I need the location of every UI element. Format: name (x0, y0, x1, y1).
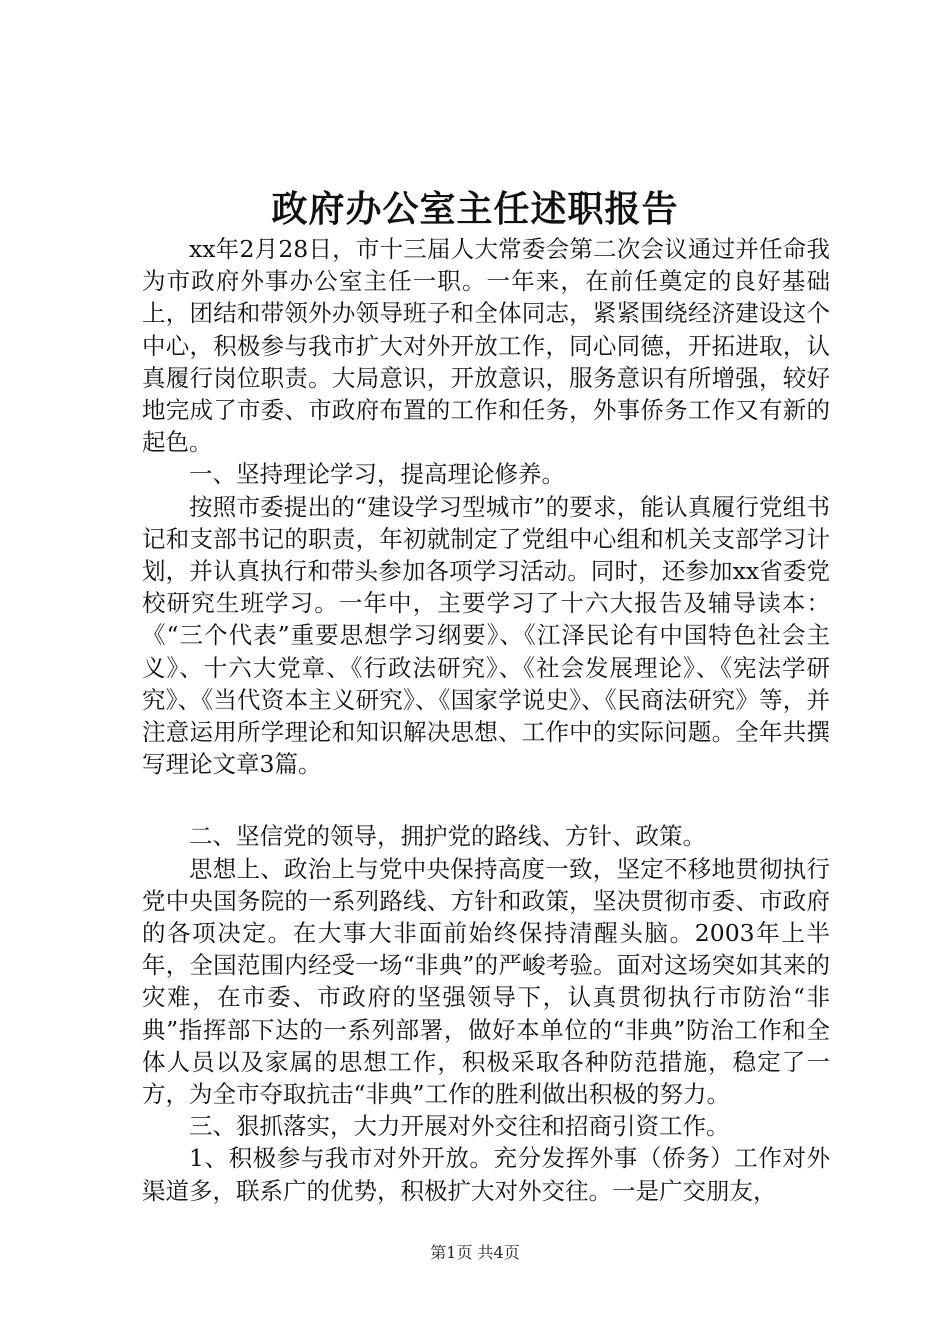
section-heading-2: 二、坚信党的领导，拥护党的路线、方针、政策。 (189, 822, 706, 851)
section-1-paragraph: 按照市委提出的“建设学习型城市”的要求，能认真履行党组书记和支部书记的职责，年初就制定了党组中心组和机关支部学习计划，并认真执行和带头参加各项学习活动。同时，还参加xx省委党校研究生班学习。一年中，主要学习了十六大报告及辅导读本：《“三个代表”重要思想学习纲要》、《江泽民论有中国特色社会主义》、十六大党章、《行政法研究》、《社会发展理论》、《宪法学研究》、《当代资本主义研究》、《国家学说史》、《民商法研究》等，并注意运用所学理论和知识解决思想、工作中的实际问题。全年共撰写理论文章3篇。 (142, 492, 830, 779)
section-3-paragraph: 1、积极参与我市对外开放。充分发挥外事（侨务）工作对外渠道多，联系广的优势，积极扩大对外交往。一是广交朋友， (142, 1144, 830, 1205)
section-heading-1: 一、坚持理论学习，提高理论修养。 (189, 460, 565, 489)
document-body (142, 233, 830, 1207)
section-heading-3: 三、狠抓落实，大力开展对外交往和招商引资工作。 (189, 1112, 730, 1141)
page-footer: 第1页 共4页 (430, 1243, 520, 1262)
intro-paragraph: xx年2月28日，市十三届人大常委会第二次会议通过并任命我为市政府外事办公室主任一职。一年来，在前任奠定的良好基础上，团结和带领外办领导班子和全体同志，紧紧围绕经济建设这个中心，积极参与我市扩大对外开放工作，同心同德，开拓进取，认真履行岗位职责。大局意识，开放意识，服务意识有所增强，较好地完成了市委、市政府布置的工作和任务，外事侨务工作又有新的起色。 (142, 235, 830, 457)
document-title: 政府办公室主任述职报告 (271, 189, 679, 230)
section-2-paragraph: 思想上、政治上与党中央保持高度一致，坚定不移地贯彻执行党中央国务院的一系列路线、方针和政策，坚决贯彻市委、市政府的各项决定。在大事大非面前始终保持清醒头脑。2003年上半年，全国范围内经受一场“非典”的严峻考验。面对这场突如其来的灾难，在市委、市政府的坚强领导下，认真贯彻执行市防治“非典”指挥部下达的一系列部署，做好本单位的“非典”防治工作和全体人员以及家属的思想工作，积极采取各种防范措施，稳定了一方，为全市夺取抗击“非典”工作的胜利做出积极的努力。 (142, 854, 830, 1109)
